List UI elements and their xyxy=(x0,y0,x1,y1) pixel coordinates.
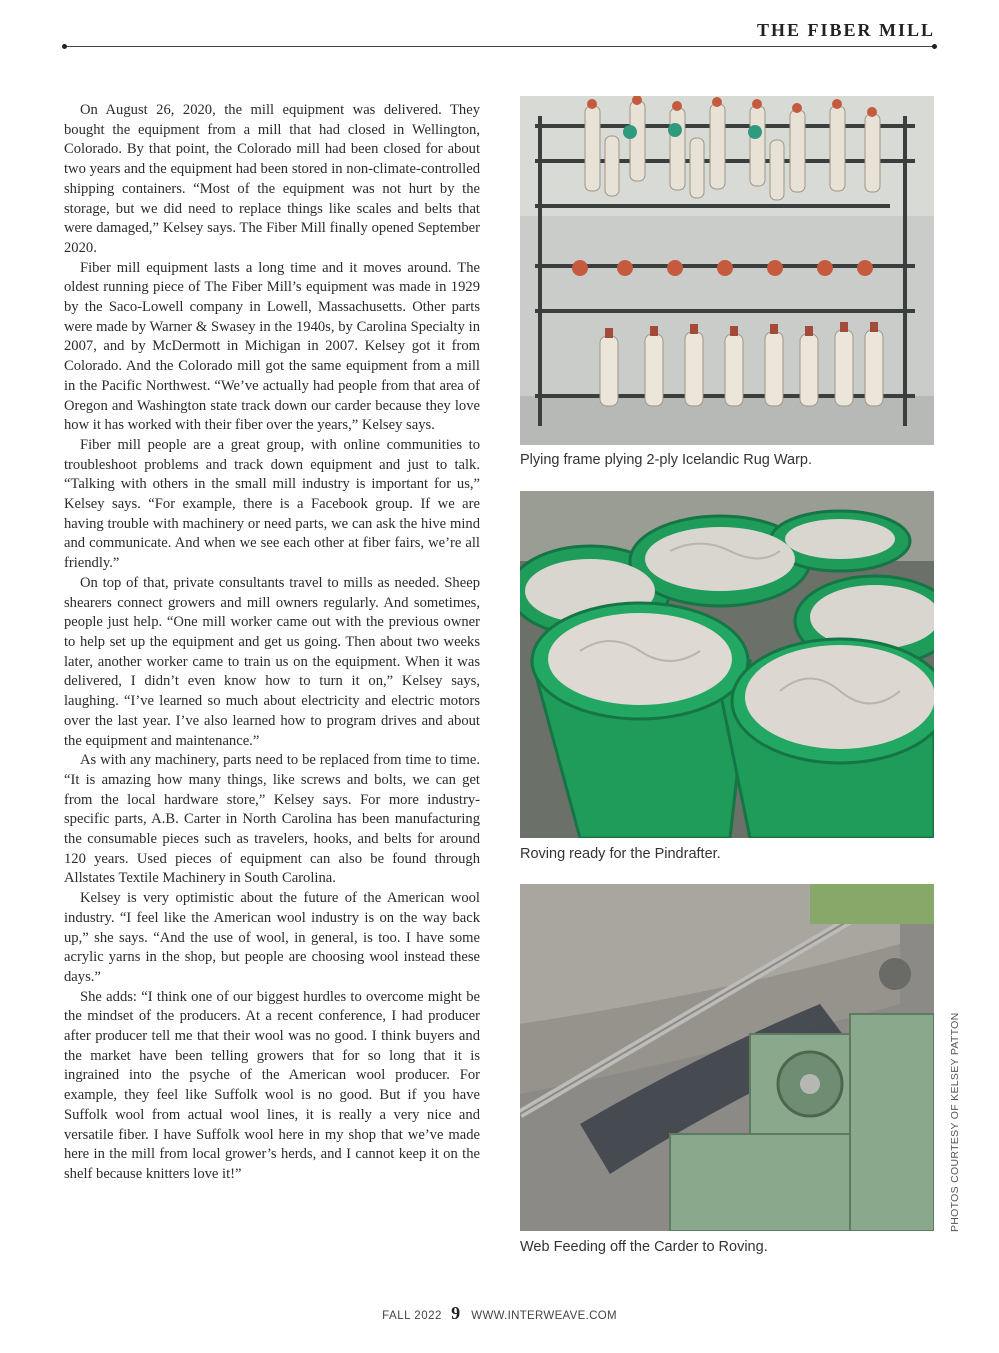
photo-credit: PHOTOS COURTESY OF KELSEY PATTON xyxy=(949,1012,961,1232)
paragraph: Fiber mill equipment lasts a long time and it moves around. The oldest running piece of The Fiber Mill’s equipment was made in 1929 by the Saco-Lowell company in Lowell, Massachusetts. Other parts were made by Warner & Swasey in the 1940s, by Carolina Specialty in 2007, and by McDermott in Michigan in 2007. Kelsey got it from Colorado. And the Colorado mill got the same equipment from a mill in the Pacific Northwest. “We’ve actually had people from that area of Oregon and Washington state track down our carder because they love how it has worked with their fiber over the years,” Kelsey says. xyxy=(64,259,480,434)
photo-caption: Web Feeding off the Carder to Roving. xyxy=(520,1239,768,1255)
photo-caption: Plying frame plying 2-ply Icelandic Rug Warp. xyxy=(520,452,813,468)
header-rule xyxy=(64,46,935,47)
paragraph: Kelsey is very optimistic about the future of the American wool industry. “I feel like the American wool industry is on the way back up,” she says. “And the use of wool, in general, is too. I have some acrylic yarns in the shop, but people are choosing wool instead these days.” xyxy=(64,890,480,985)
article-body xyxy=(64,101,480,1185)
paragraph: As with any machinery, parts need to be replaced from time to time. “It is amazing how many things, like screws and bolts, we can get from the local hardware store,” Kelsey says. For more industry-specific parts, A.B. Carter in North Carolina has been manufacturing the consumable pieces such as travelers, hooks, and belts for around 120 years. Used pieces of equipment can also be found through Allstates Textile Machinery in South Carolina. xyxy=(64,752,480,887)
photo-roving-bins xyxy=(520,491,934,838)
rule-dot-left xyxy=(62,44,67,49)
paragraph: Fiber mill people are a great group, with online communities to troubleshoot problems and track down equipment and just to talk. “Talking with others in the small mill industry is important for us,” Kelsey says. “For example, there is a Facebook group. If we are having trouble with machinery or need parts, we can ask the hive mind and communicate. And when we see each other at fiber fairs, we’re all friendly.” xyxy=(64,436,480,572)
rule-dot-right xyxy=(932,44,937,49)
photo-caption: Roving ready for the Pindrafter. xyxy=(520,846,721,862)
photo-carder xyxy=(520,884,934,1231)
page-footer xyxy=(0,1303,999,1324)
page-number: 9 xyxy=(451,1303,461,1323)
paragraph: On August 26, 2020, the mill equipment was delivered. They bought the equipment from a mill that had closed in Wellington, Colorado. By that point, the Colorado mill had been closed for about two years and the equipment had been stored in non-climate-controlled shipping containers. “Most of the equipment was not hurt by the storage, but we did need to replace things like scales and belts that were damaged,” Kelsey says. The Fiber Mill finally opened September 2020. xyxy=(64,102,480,256)
photo-plying-frame xyxy=(520,96,934,445)
website-link[interactable]: WWW.INTERWEAVE.COM xyxy=(471,1310,617,1322)
paragraph: She adds: “I think one of our biggest hurdles to overcome might be the mindset of the producers. At a recent conference, I had producer after producer tell me that their wool was no good. I think buyers and the market have been telling growers that for so long that it is ingrained into the psyche of the American wool producer. For example, they feel like Suffolk wool is no good. But if you have Suffolk wool from actual wool lines, it is really a very nice and versatile fiber. I have Suffolk wool here in my shop that we’ve made here in the mill from local grower’s herds, and I cannot keep it on the shelf because knitters love it!” xyxy=(64,988,480,1182)
running-header: THE FIBER MILL xyxy=(756,20,935,40)
issue-season: FALL 2022 xyxy=(382,1310,442,1322)
paragraph: On top of that, private consultants travel to mills as needed. Sheep shearers connect growers and mill owners regularly. And sometimes, people just help. “One mill worker came out with the previous owner to help set up the equipment and get us going. Then about two weeks later, another worker came to train us on the equipment. When it was delivered, I didn’t even know how to turn it on,” Kelsey says, laughing. “I’ve learned so much about electricity and electric motors over the last year. I’ve also learned how to program drives and about the equipment and maintenance.” xyxy=(64,574,480,749)
